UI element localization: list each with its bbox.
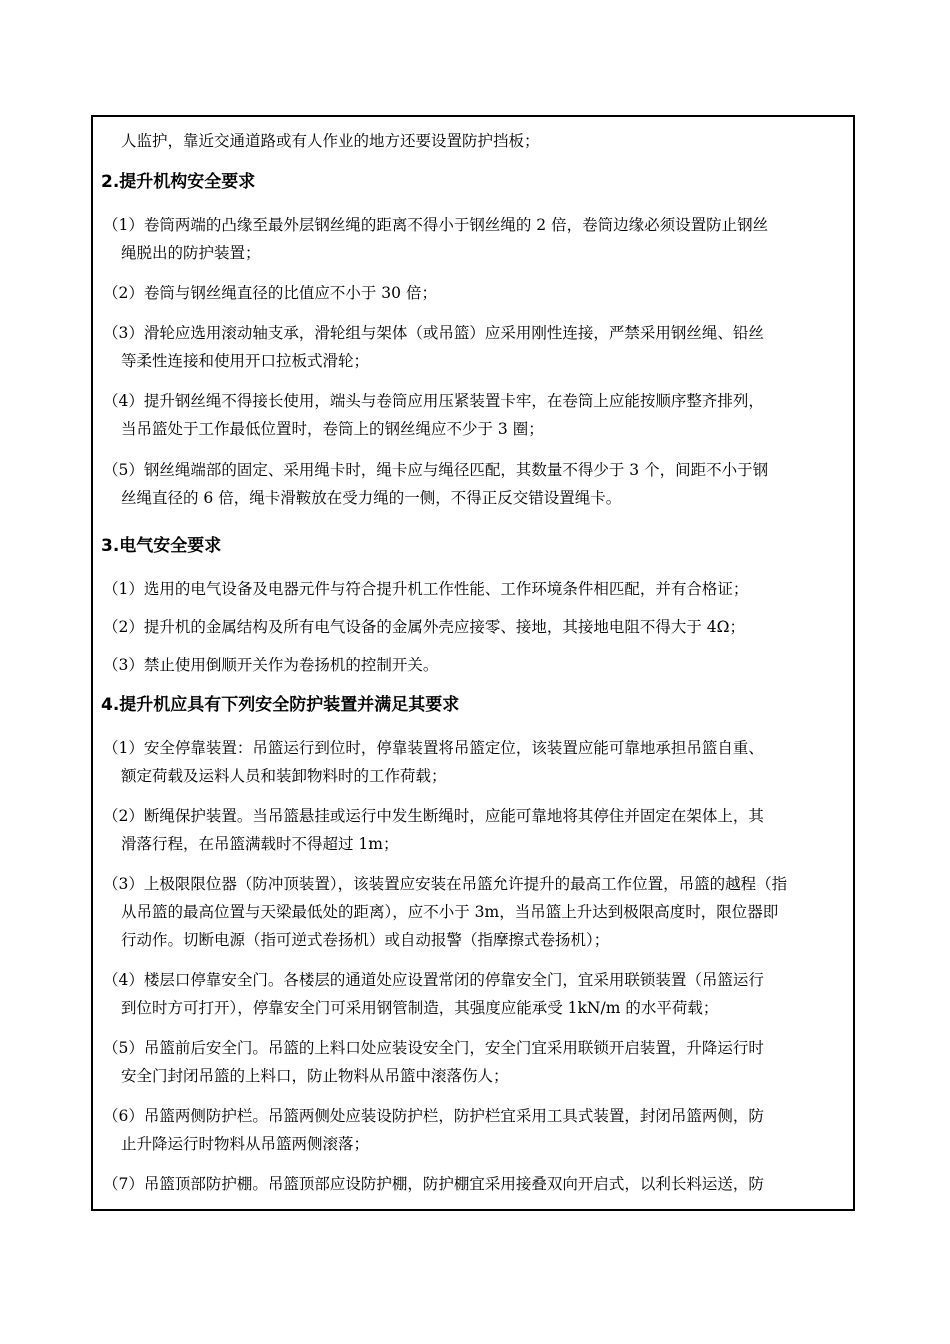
text-line: 当吊篮处于工作最低位置时，卷筒上的钢丝绳应不少于 3 圈； <box>121 420 544 438</box>
text-line: （1）卷筒两端的凸缘至最外层钢丝绳的距离不得小于钢丝绳的 2 倍，卷筒边缘必须设置防止钢丝 <box>103 216 769 234</box>
text-line: （2）提升机的金属结构及所有电气设备的金属外壳应接零、接地，其接地电阻不得大于 4Ω； <box>103 618 746 636</box>
text-line: （3）禁止使用倒顺开关作为卷扬机的控制开关。 <box>103 656 439 674</box>
text-line: （4）楼层口停靠安全门。各楼层的通道处应设置常闭的停靠安全门，宜采用联锁装置（吊篮运行 <box>103 971 764 989</box>
text-line: （5）吊篮前后安全门。吊篮的上料口处应装设安全门，安全门宜采用联锁开启装置，升降运行时 <box>103 1039 764 1057</box>
text-line: 行动作。切断电源（指可逆式卷扬机）或自动报警（指摩擦式卷扬机）； <box>121 931 610 949</box>
text-line: 绳脱出的防护装置； <box>121 244 261 262</box>
section-heading: 4.提升机应具有下列安全防护装置并满足其要求 <box>101 695 460 715</box>
text-line: （6）吊篮两侧防护栏。吊篮两侧处应装设防护栏，防护栏宜采用工具式装置，封闭吊篮两侧，防 <box>103 1107 764 1125</box>
text-line: （2）卷筒与钢丝绳直径的比值应不小于 30 倍； <box>103 284 437 302</box>
text-line: （4）提升钢丝绳不得接长使用，端头与卷筒应用压紧装置卡牢，在卷筒上应能按顺序整齐排列， <box>103 392 764 410</box>
document-frame <box>91 115 855 1211</box>
text-line: （2）断绳保护装置。当吊篮悬挂或运行中发生断绳时，应能可靠地将其停住并固定在架体上，其 <box>103 807 764 825</box>
section-heading: 3.电气安全要求 <box>101 536 222 556</box>
text-line: 止升降运行时物料从吊篮两侧滚落； <box>121 1135 370 1153</box>
text-line: 从吊篮的最高位置与天梁最低处的距离），应不小于 3m，当吊篮上升达到极限高度时，限位器即 <box>121 903 779 921</box>
text-line: （3）滑轮应选用滚动轴支承，滑轮组与架体（或吊篮）应采用刚性连接，严禁采用钢丝绳、铅丝 <box>103 324 764 342</box>
text-line: （1）安全停靠装置：吊篮运行到位时，停靠装置将吊篮定位，该装置应能可靠地承担吊篮自重、 <box>103 739 764 757</box>
text-line: （3）上极限限位器（防冲顶装置），该装置应安装在吊篮允许提升的最高工作位置，吊篮的越程（指 <box>103 875 788 893</box>
text-line: 滑落行程，在吊篮满载时不得超过 1m； <box>121 835 399 853</box>
section-heading: 2.提升机构安全要求 <box>101 172 256 192</box>
text-line: 丝绳直径的 6 倍，绳卡滑鞍放在受力绳的一侧，不得正反交错设置绳卡。 <box>121 489 622 507</box>
text-line: 安全门封闭吊篮的上料口，防止物料从吊篮中滚落伤人； <box>121 1067 509 1085</box>
text-line: （7）吊篮顶部防护棚。吊篮顶部应设防护棚，防护棚宜采用接叠双向开启式，以利长料运送，防 <box>103 1175 764 1193</box>
text-line: 人监护，靠近交通道路或有人作业的地方还要设置防护挡板； <box>121 132 540 150</box>
text-line: 额定荷载及运料人员和装卸物料时的工作荷载； <box>121 767 447 785</box>
text-line: （1）选用的电气设备及电器元件与符合提升机工作性能、工作环境条件相匹配，并有合格证； <box>103 580 749 598</box>
text-line: 到位时方可打开），停靠安全门可采用钢管制造，其强度应能承受 1kN/m 的水平荷载； <box>121 999 719 1017</box>
text-line: 等柔性连接和使用开口拉板式滑轮； <box>121 352 370 370</box>
text-line: （5）钢丝绳端部的固定、采用绳卡时，绳卡应与绳径匹配，其数量不得少于 3 个，间距不小于钢 <box>103 461 769 479</box>
